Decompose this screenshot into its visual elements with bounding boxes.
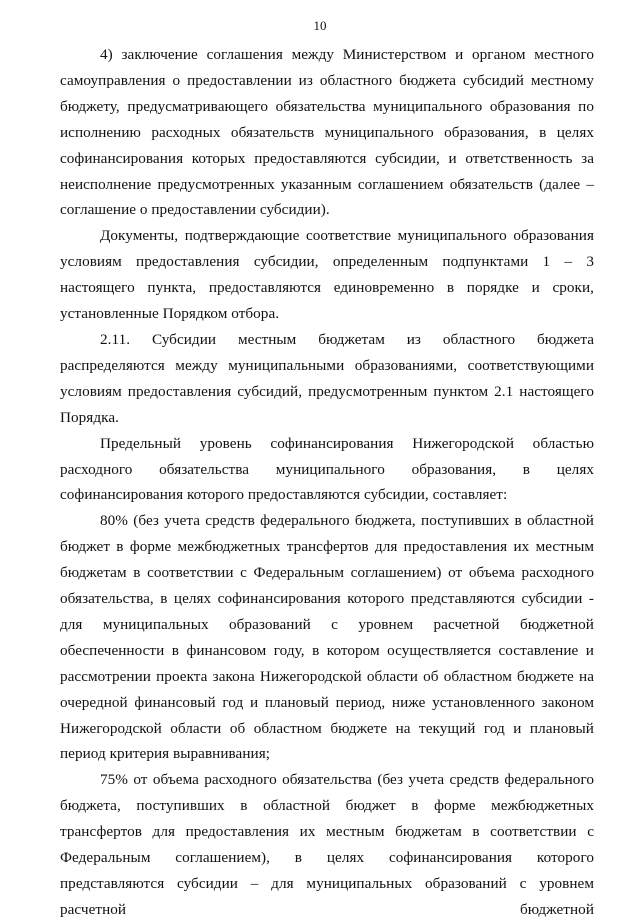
paragraph-cofinancing-limit: Предельный уровень софинансирования Нижегородской областью расходного обязательства муниципального образования, в целях софинансирования которого предоставляются субсидии, составляет: xyxy=(60,434,594,504)
paragraph-supporting-documents: Документы, подтверждающие соответствие муниципального образования условиям предоставления субсидии, определенным подпунктами 1 – 3 настоящего пункта, предоставляются единовременно в порядке и сроки, установленные Порядком отбора. xyxy=(60,227,594,323)
paragraph-section-2-11: 2.11. Субсидии местным бюджетам из областного бюджета распределяются между муниципальными образованиями, соответствующими условиям предоставления субсидий, предусмотренным пунктом 2.1 настоящего Порядка. xyxy=(60,330,594,426)
document-body xyxy=(60,42,594,923)
page-number: 10 xyxy=(313,18,327,33)
paragraph-80-percent: 80% (без учета средств федерального бюджета, поступивших в областной бюджет в форме межбюджетных трансфертов для предоставления их местным бюджетам в соответствии с Федеральным соглашением) от объема расходного обязательства, в целях софинансирования которого представляются субсидии - для муниципальных образований с уровнем расчетной бюджетной обеспеченности в финансовом году, в котором осуществляется составление и рассмотрении проекта закона Нижегородской области об областном бюджете на очередной финансовый год и плановый период, ниже установленного законом Нижегородской области об областном бюджете на текущий год и плановый период критерия выравнивания; xyxy=(60,512,594,763)
paragraph-75-percent: 75% от объема расходного обязательства (без учета средств федерального бюджета, поступивших в областной бюджет в форме межбюджетных трансфертов для предоставления их местным бюджетам в соответствии с Федеральным соглашением), в целях софинансирования которого представляются субсидии – для муниципальных образований с уровнем расчетной бюджетной xyxy=(60,771,594,918)
paragraph-agreement-condition: 4) заключение соглашения между Министерством и органом местного самоуправления о предоставлении из областного бюджета субсидий местному бюджету, предусматривающего обязательства муниципального образования по исполнению расходных обязательств муниципального образования, в целях софинансирования которых предоставляются субсидии, и ответственность за неисполнение предусмотренных указанным соглашением обязательств (далее – соглашение о предоставлении субсидии). xyxy=(60,46,594,219)
